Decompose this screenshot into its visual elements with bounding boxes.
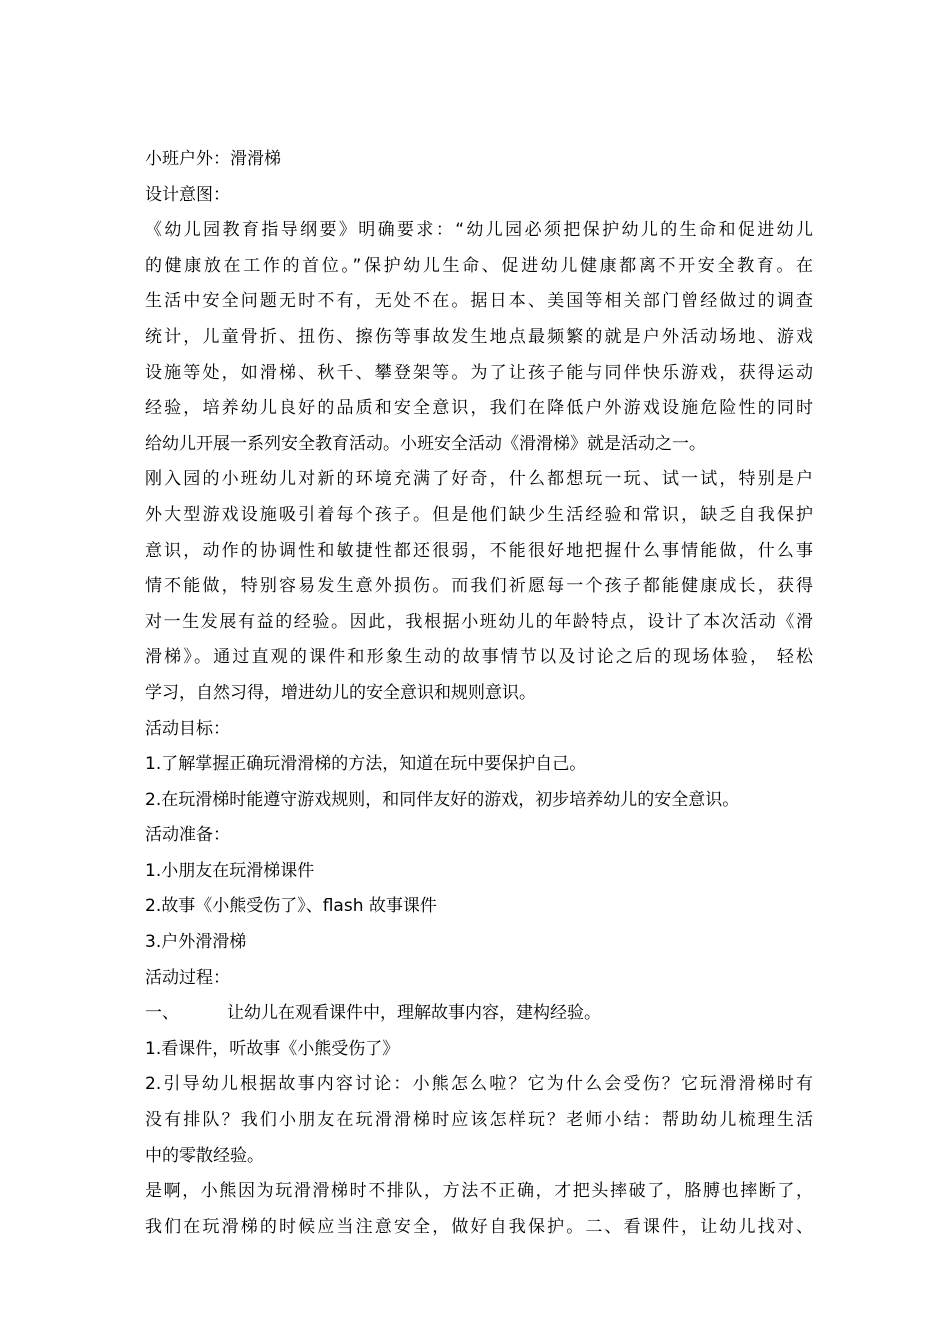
- goal-item: 1.了解掌握正确玩滑滑梯的方法，知道在玩中要保护自己。: [145, 754, 587, 775]
- goals-heading: 活动目标：: [145, 718, 230, 739]
- paragraph-line: 滑梯》。通过直观的课件和形象生动的故事情节以及讨论之后的现场体验， 轻松: [145, 647, 813, 668]
- paragraph-line: 生活中安全问题无时不有，无处不在。据日本、美国等相关部门曾经做过的调查: [145, 291, 813, 312]
- paragraph-line: 学习，自然习得，增进幼儿的安全意识和规则意识。: [145, 682, 536, 703]
- paragraph-line: 外大型游戏设施吸引着每个孩子。但是他们缺少生活经验和常识，缺乏自我保护: [145, 504, 813, 525]
- summary-paragraph: [145, 1174, 813, 1245]
- paragraph-line: 意识，动作的协调性和敏捷性都还很弱，不能很好地把握什么事情能做，什么事: [145, 540, 813, 561]
- paragraph-line: 是啊，小熊因为玩滑滑梯时不排队，方法不正确，才把头摔破了，胳膊也摔断了，: [145, 1181, 813, 1202]
- paragraph-line: 经验，培养幼儿良好的品质和安全意识，我们在降低户外游戏设施危险性的同时: [145, 398, 813, 419]
- step-number: 一、: [145, 1003, 179, 1024]
- paragraph-line: 对一生发展有益的经验。因此，我根据小班幼儿的年龄特点，设计了本次活动《滑: [145, 611, 813, 632]
- goal-item: 2.在玩滑梯时能遵守游戏规则，和同伴友好的游戏，初步培养幼儿的安全意识。: [145, 789, 740, 810]
- paragraph-line: 给幼儿开展一系列安全教育活动。小班安全活动《滑滑梯》就是活动之一。: [145, 433, 706, 454]
- document-page: [145, 142, 813, 1245]
- document-title: 小班户外：滑滑梯: [145, 149, 281, 169]
- paragraph-line: 刚入园的小班幼儿对新的环境充满了好奇，什么都想玩一玩、试一试，特别是户: [145, 469, 813, 490]
- paragraph-line: 统计，儿童骨折、扭伤、擦伤等事故发生地点最频繁的就是户外活动场地、游戏: [145, 326, 813, 347]
- design-paragraph-1: [145, 213, 813, 462]
- step-text: 让幼儿在观看课件中，理解故事内容，建构经验。: [227, 1003, 601, 1024]
- paragraph-line: 的健康放在工作的首位。”保护幼儿生命、促进幼儿健康都离不开安全教育。在: [145, 255, 813, 276]
- step-item-2: [145, 1067, 813, 1174]
- prep-item: 1.小朋友在玩滑梯课件: [145, 860, 315, 881]
- paragraph-line: 设施等处，如滑梯、秋千、攀登架等。为了让孩子能与同伴快乐游戏，获得运动: [145, 362, 813, 383]
- process-heading: 活动过程：: [145, 967, 230, 988]
- prep-heading: 活动准备：: [145, 825, 230, 846]
- paragraph-line: 我们在玩滑梯的时候应当注意安全，做好自我保护。二、看课件，让幼儿找对、: [145, 1216, 813, 1237]
- paragraph-line: 《幼儿园教育指导纲要》明确要求：“幼儿园必须把保护幼儿的生命和促进幼儿: [145, 220, 813, 241]
- paragraph-line: 2.引导幼儿根据故事内容讨论：小熊怎么啦？它为什么会受伤？它玩滑滑梯时有: [145, 1074, 813, 1095]
- paragraph-line: 情不能做，特别容易发生意外损伤。而我们祈愿每一个孩子都能健康成长，获得: [145, 576, 813, 597]
- paragraph-line: 没有排队？我们小朋友在玩滑滑梯时应该怎样玩？老师小结：帮助幼儿梳理生活: [145, 1110, 813, 1131]
- prep-item: 3.户外滑滑梯: [145, 932, 247, 953]
- process-step-1: [145, 996, 813, 1032]
- paragraph-line: 中的零散经验。: [145, 1145, 264, 1166]
- design-paragraph-2: [145, 462, 813, 711]
- step-item: 1.看课件，听故事《小熊受伤了》: [145, 1038, 400, 1059]
- design-heading: 设计意图：: [145, 184, 230, 205]
- prep-item: 2.故事《小熊受伤了》、flash 故事课件: [145, 896, 437, 917]
